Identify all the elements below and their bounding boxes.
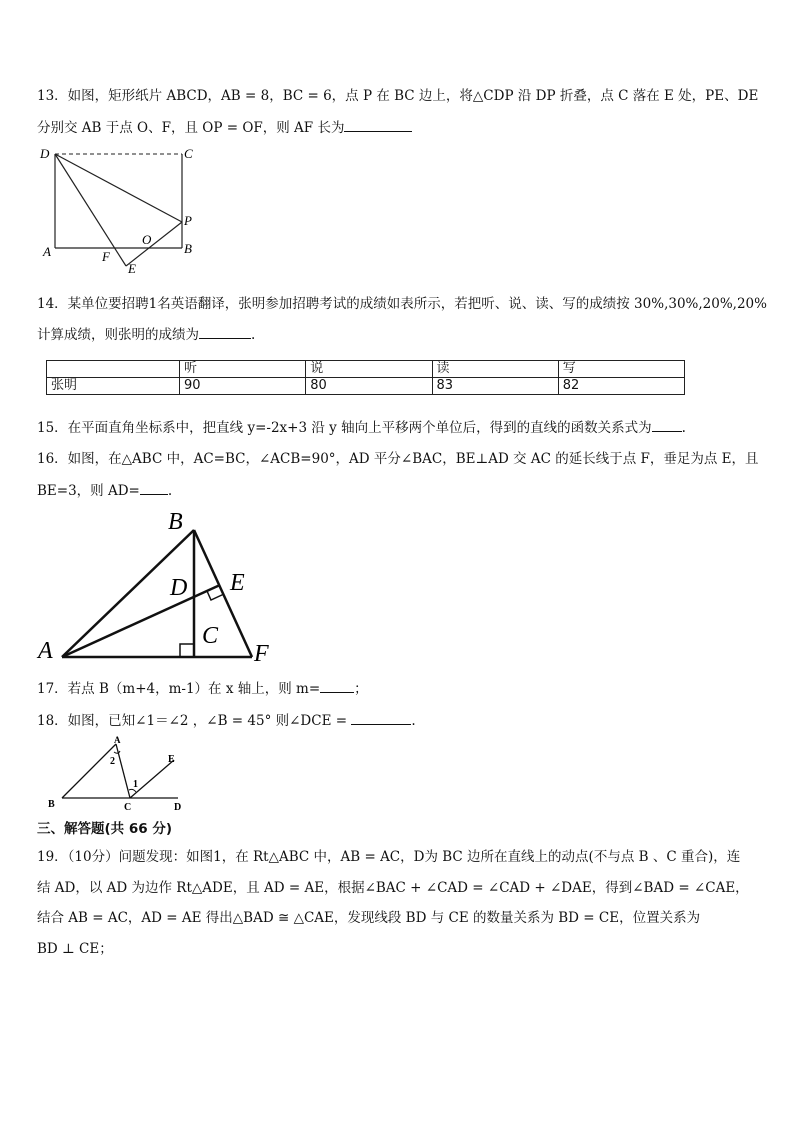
q18-label-e: E (168, 754, 175, 765)
q16-text-line2-content: BE=3，则 AD= (37, 483, 140, 499)
q13-label-f: F (102, 249, 110, 264)
q18-label-a: A (114, 735, 121, 745)
table-header-cell: 听 (180, 361, 306, 378)
q16-label-c: C (202, 623, 219, 649)
q13-figure (36, 140, 206, 278)
q13-segment-dp (55, 154, 182, 222)
q16-text-end: . (167, 483, 173, 499)
q17-answer-blank (320, 679, 354, 693)
table-cell: 80 (306, 378, 432, 395)
q13-label-b: B (184, 241, 192, 256)
table-cell: 90 (180, 378, 306, 395)
q18-text-end: . (411, 713, 416, 729)
q18-label-d: D (174, 802, 182, 813)
q16-right-angle-c (180, 644, 194, 657)
q18-label-angle-1: 1 (133, 779, 138, 790)
table-header-row (47, 361, 685, 378)
table-cell: 83 (432, 378, 558, 395)
table-cell: 张明 (47, 378, 180, 395)
q13-label-c: C (184, 146, 193, 161)
q14-text-line2: 计算成绩，则张明的成绩为 . (37, 327, 256, 343)
q13-label-e: E (128, 261, 136, 276)
q16-label-f: F (254, 641, 269, 667)
q19-text-line3: 结合 AB = AC，AD = AE 得出△BAD ≅ △CAE，发现线段 BD 与 CE 的数量关系为 BD = CE，位置关系为 (37, 910, 701, 926)
q18-label-b: B (48, 799, 55, 810)
q13-segment-de (55, 154, 126, 266)
q16-answer-blank (140, 481, 168, 495)
q15-text-content: 15．在平面直角坐标系中，把直线 y=-2x+3 沿 y 轴向上平移两个单位后，得到的直线的函数关系式为 (37, 420, 652, 436)
q18-text-content: 18．如图，已知∠1＝∠2 ，∠B = 45° 则∠DCE = (37, 713, 348, 729)
q18-label-c: C (124, 802, 132, 813)
q17-text-content: 17．若点 B（m+4，m-1）在 x 轴上，则 m= (37, 681, 321, 697)
q17-text-end: ； (354, 681, 368, 697)
q16-text-line1: 16．如图，在△ABC 中，AC=BC，∠ACB=90°，AD 平分∠BAC，BE⊥AD 交 AC 的延长线于点 F，垂足为点 E，且 (37, 451, 759, 467)
q18-figure (44, 730, 194, 814)
q18-angle-arc-2 (114, 751, 120, 753)
q14-text-line1: 14．某单位要招聘1名英语翻译，张明参加招聘考试的成绩如表所示，若把听、说、读、写的成绩按 30%,30%,20%,20% (37, 296, 767, 312)
table-header-cell: 写 (558, 361, 684, 378)
q14-score-table (46, 360, 685, 395)
q18-text (37, 709, 416, 729)
q13-segment-pe (126, 222, 182, 266)
q19-text-line2: 结 AD，以 AD 为边作 Rt△ADE，且 AD = AE，根据∠BAC + ∠CAD = ∠CAD + ∠DAE，得到∠BAD = ∠CAE， (37, 880, 749, 896)
q13-label-d: D (40, 146, 50, 161)
q15-answer-blank (652, 418, 682, 432)
q13-text-line2 (37, 116, 412, 136)
q16-label-e: E (230, 570, 245, 596)
q13-answer-blank (344, 118, 412, 132)
q18-answer-blank (351, 711, 411, 725)
q13-label-a: A (43, 244, 51, 259)
q18-segment-ba (62, 744, 116, 798)
q18-segment-ac (116, 744, 130, 798)
q16-figure (34, 504, 284, 670)
table-row (47, 378, 685, 395)
q18-label-angle-2: 2 (110, 756, 115, 767)
table-cell: 82 (558, 378, 684, 395)
q13-label-p: P (184, 213, 192, 228)
q16-label-a: A (38, 638, 53, 664)
table-header-cell (47, 361, 180, 378)
q16-text-line2 (37, 479, 172, 499)
q16-label-d: D (170, 575, 188, 601)
q17-text (37, 677, 368, 697)
table-header-cell: 读 (432, 361, 558, 378)
table-header-cell: 说 (306, 361, 432, 378)
q13-text-line2-content: 分别交 AB 于点 O、F，且 OP = OF，则 AF 长为 (37, 120, 345, 136)
q19-text-line1: 19．（10分）问题发现：如图1，在 Rt△ABC 中，AB = AC，D为 BC 边所在直线上的动点(不与点 B 、C 重合)，连 (37, 849, 741, 865)
q13-label-o: O (142, 232, 152, 247)
q16-label-b: B (168, 509, 183, 535)
q16-segment-ae (62, 585, 220, 657)
q15-text (37, 416, 686, 436)
q19-text-line4: BD ⊥ CE； (37, 941, 113, 957)
q13-text-line1: 13．如图，矩形纸片 ABCD，AB = 8，BC = 6，点 P 在 BC 边上，将△CDP 沿 DP 折叠，点 C 落在 E 处，PE、DE (37, 88, 759, 104)
q14-answer-blank (199, 325, 251, 339)
q15-text-end: . (681, 420, 686, 436)
q14-text-line2-content: 计算成绩，则张明的成绩为 (37, 327, 199, 343)
section-3-heading: 三、解答题(共 66 分) (37, 821, 173, 837)
